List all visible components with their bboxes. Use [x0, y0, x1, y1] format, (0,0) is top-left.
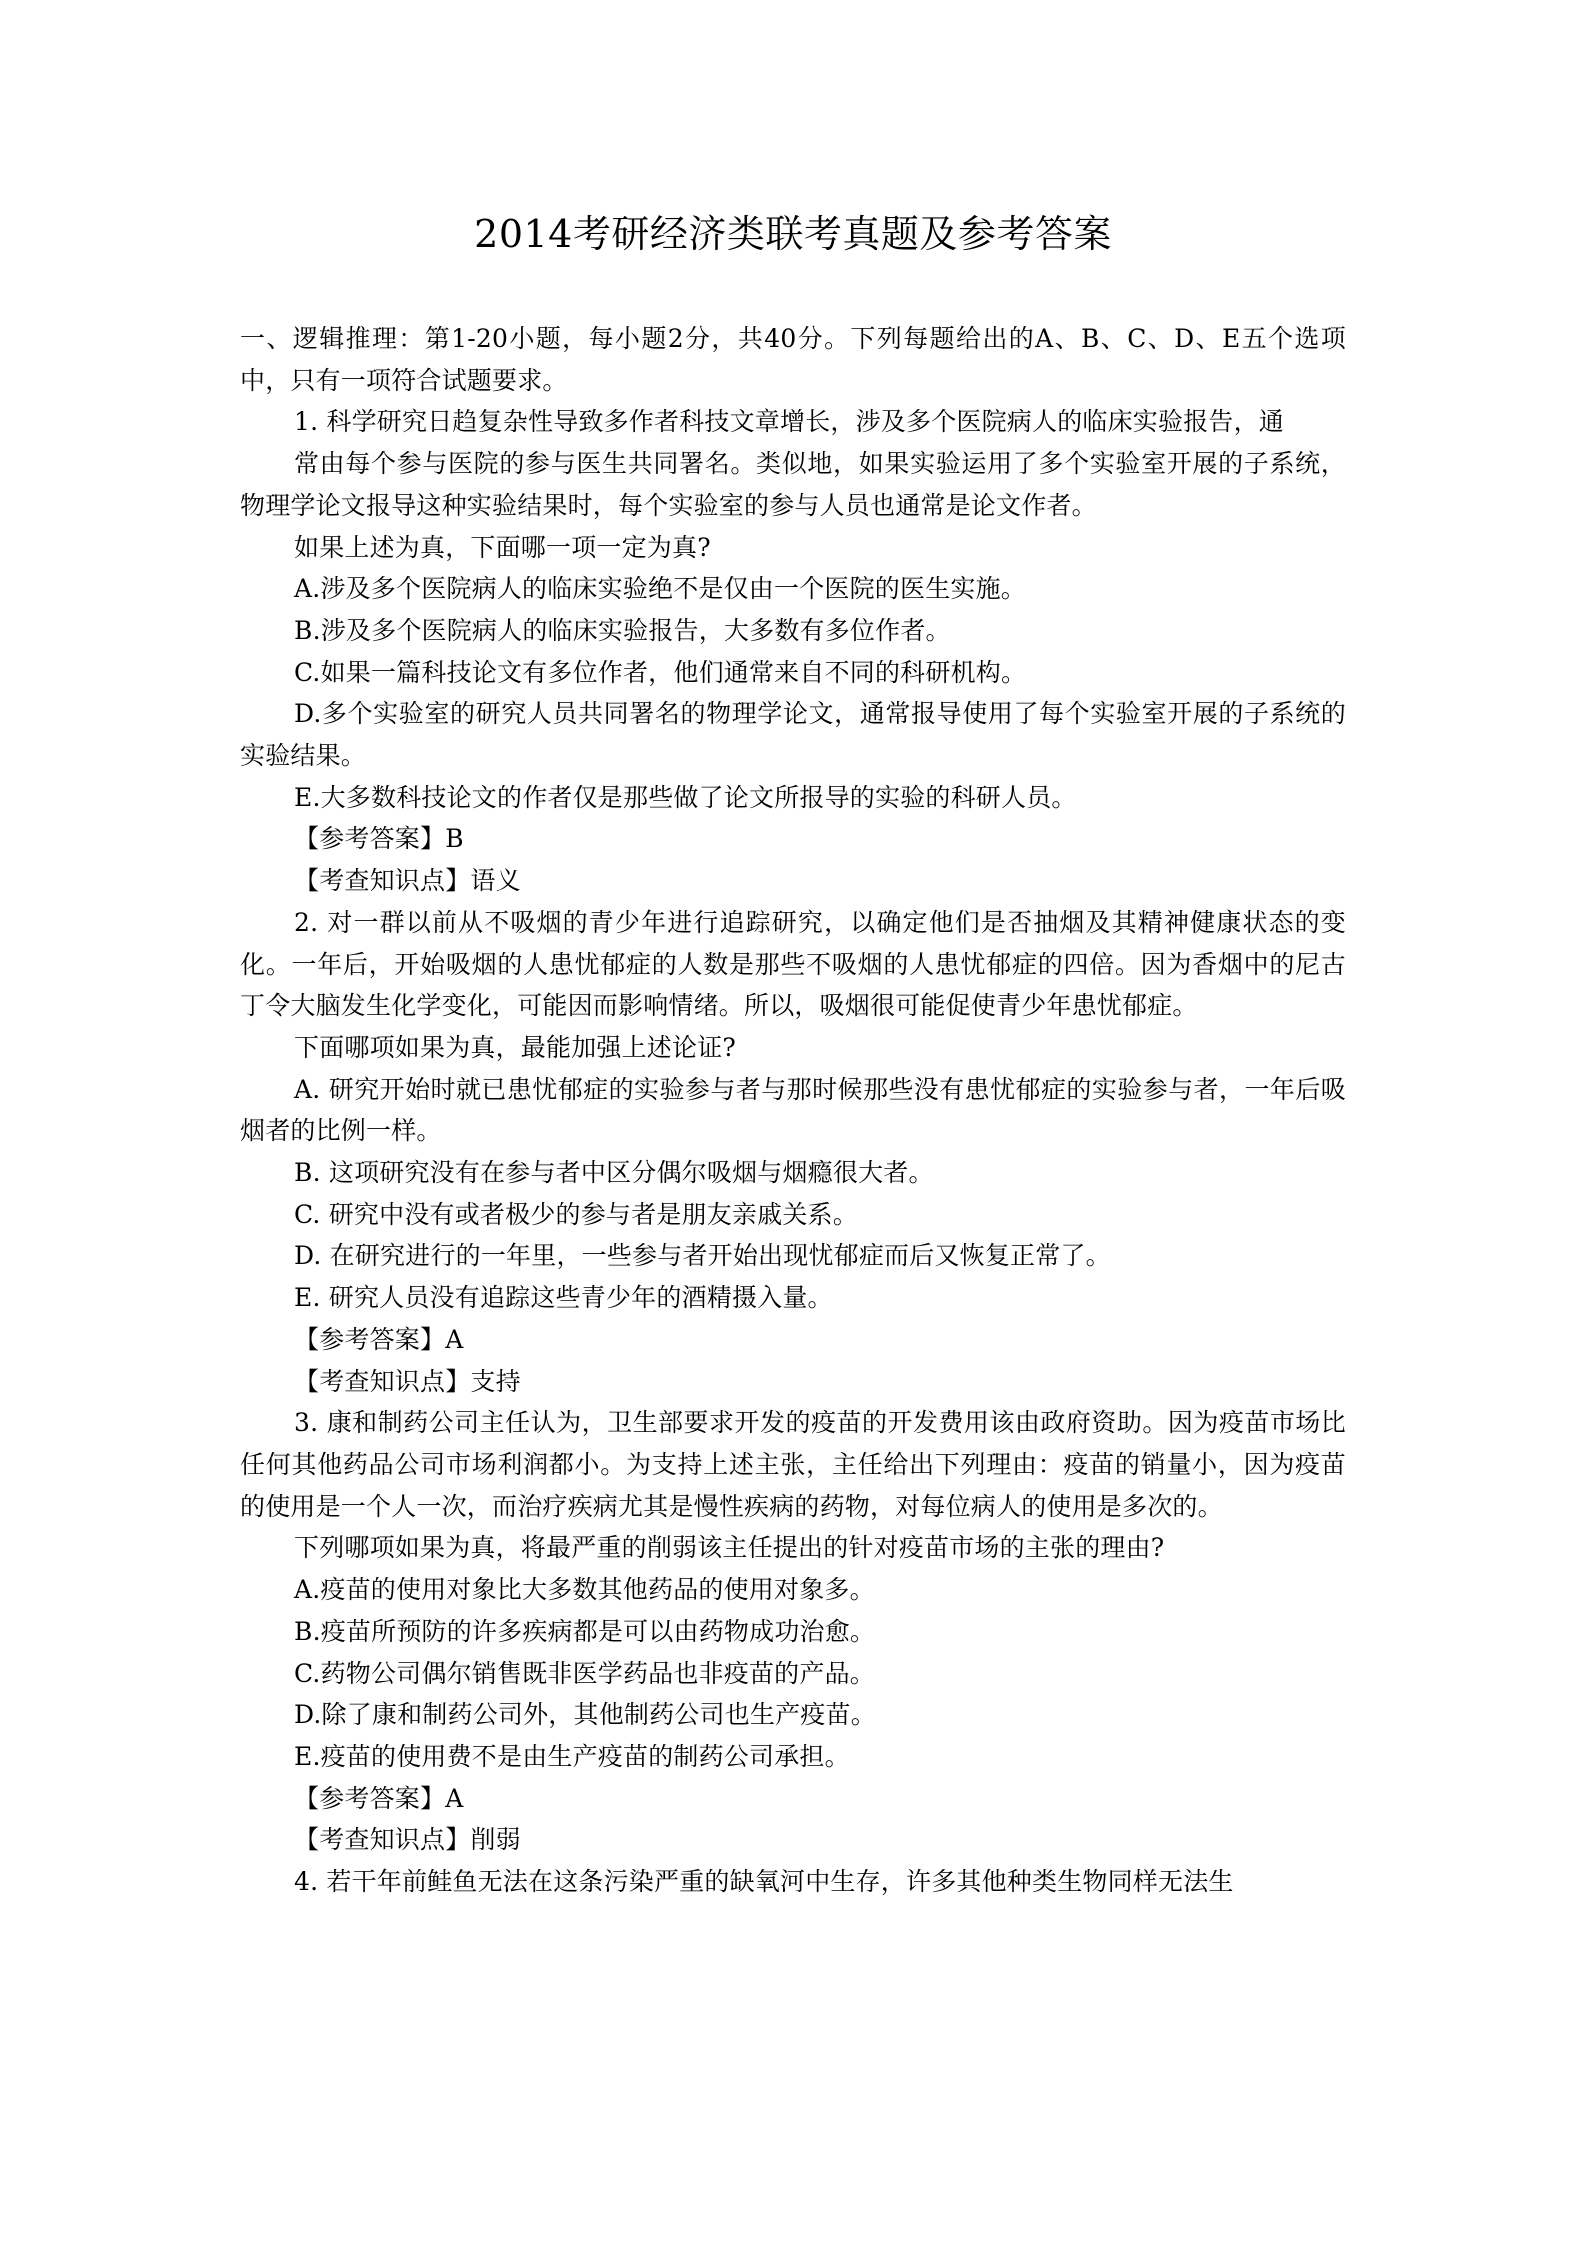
paragraph: 3. 康和制药公司主任认为，卫生部要求开发的疫苗的开发费用该由政府资助。因为疫苗市场比任何其他药品公司市场利润都小。为支持上述主张，主任给出下列理由：疫苗的销量小，因为疫苗的使用是一个人一次，而治疗疾病尤其是慢性疾病的药物，对每位病人的使用是多次的。 — [240, 1408, 1346, 1521]
paragraph: 2. 对一群以前从不吸烟的青少年进行追踪研究，以确定他们是否抽烟及其精神健康状态的变化。一年后，开始吸烟的人患忧郁症的人数是那些不吸烟的人患忧郁症的四倍。因为香烟中的尼古丁令大脑发生化学变化，可能因而影响情绪。所以，吸烟很可能促使青少年患忧郁症。 — [240, 907, 1346, 1021]
paragraph: C.药物公司偶尔销售既非医学药品也非疫苗的产品。 — [294, 1658, 875, 1688]
paragraph: 下列哪项如果为真，将最严重的削弱该主任提出的针对疫苗市场的主张的理由? — [294, 1533, 1165, 1563]
paragraph: 如果上述为真，下面哪一项一定为真? — [294, 532, 711, 562]
paragraph: 【考查知识点】削弱 — [294, 1825, 521, 1855]
paragraph: D.除了康和制药公司外，其他制药公司也生产疫苗。 — [294, 1700, 876, 1730]
paragraph: B. 这项研究没有在参与者中区分偶尔吸烟与烟瘾很大者。 — [294, 1158, 934, 1188]
paragraph: 【参考答案】A — [294, 1783, 464, 1813]
paragraph: 下面哪项如果为真，最能加强上述论证? — [294, 1032, 737, 1062]
paragraph: B.疫苗所预防的许多疾病都是可以由药物成功治愈。 — [294, 1616, 876, 1646]
paragraph: E.大多数科技论文的作者仅是那些做了论文所报导的实验的科研人员。 — [294, 782, 1077, 812]
paragraph: B.涉及多个医院病人的临床实验报告，大多数有多位作者。 — [294, 615, 951, 645]
paragraph: A. 研究开始时就已患忧郁症的实验参与者与那时候那些没有患忧郁症的实验参与者，一年后吸烟者的比例一样。 — [240, 1074, 1346, 1146]
paragraph: 【参考答案】B — [294, 824, 464, 854]
paragraph: 【参考答案】A — [294, 1324, 464, 1354]
paragraph: C. 研究中没有或者极少的参与者是朋友亲戚关系。 — [294, 1199, 858, 1229]
paragraph: A.疫苗的使用对象比大多数其他药品的使用对象多。 — [294, 1575, 875, 1605]
paragraph: 【考查知识点】语义 — [294, 866, 521, 896]
paragraph: E. 研究人员没有追踪这些青少年的酒精摄入量。 — [294, 1283, 833, 1313]
paragraph: 【考查知识点】支持 — [294, 1366, 521, 1396]
page-title: 2014考研经济类联考真题及参考答案 — [474, 212, 1112, 256]
paragraph: D. 在研究进行的一年里，一些参与者开始出现忧郁症而后又恢复正常了。 — [294, 1241, 1111, 1271]
paragraph: 1. 科学研究日趋复杂性导致多作者科技文章增长，涉及多个医院病人的临床实验报告，通 — [294, 407, 1285, 437]
paragraph: 一、逻辑推理：第1-20小题，每小题2分，共40分。下列每题给出的A、B、C、D、E五个选项中，只有一项符合试题要求。 — [240, 324, 1346, 395]
paragraph: 常由每个参与医院的参与医生共同署名。类似地，如果实验运用了多个实验室开展的子系统，物理学论文报导这种实验结果时，每个实验室的参与人员也通常是论文作者。 — [240, 449, 1346, 520]
paragraph: E.疫苗的使用费不是由生产疫苗的制药公司承担。 — [294, 1741, 850, 1771]
document-body — [240, 318, 1346, 1903]
paragraph: D.多个实验室的研究人员共同署名的物理学论文，通常报导使用了每个实验室开展的子系统的实验结果。 — [240, 699, 1346, 771]
paragraph: C.如果一篇科技论文有多位作者，他们通常来自不同的科研机构。 — [294, 657, 1027, 687]
paragraph: A.涉及多个医院病人的临床实验绝不是仅由一个医院的医生实施。 — [294, 574, 1027, 604]
paragraph: 4. 若干年前鲑鱼无法在这条污染严重的缺氧河中生存，许多其他种类生物同样无法生 — [294, 1867, 1234, 1897]
